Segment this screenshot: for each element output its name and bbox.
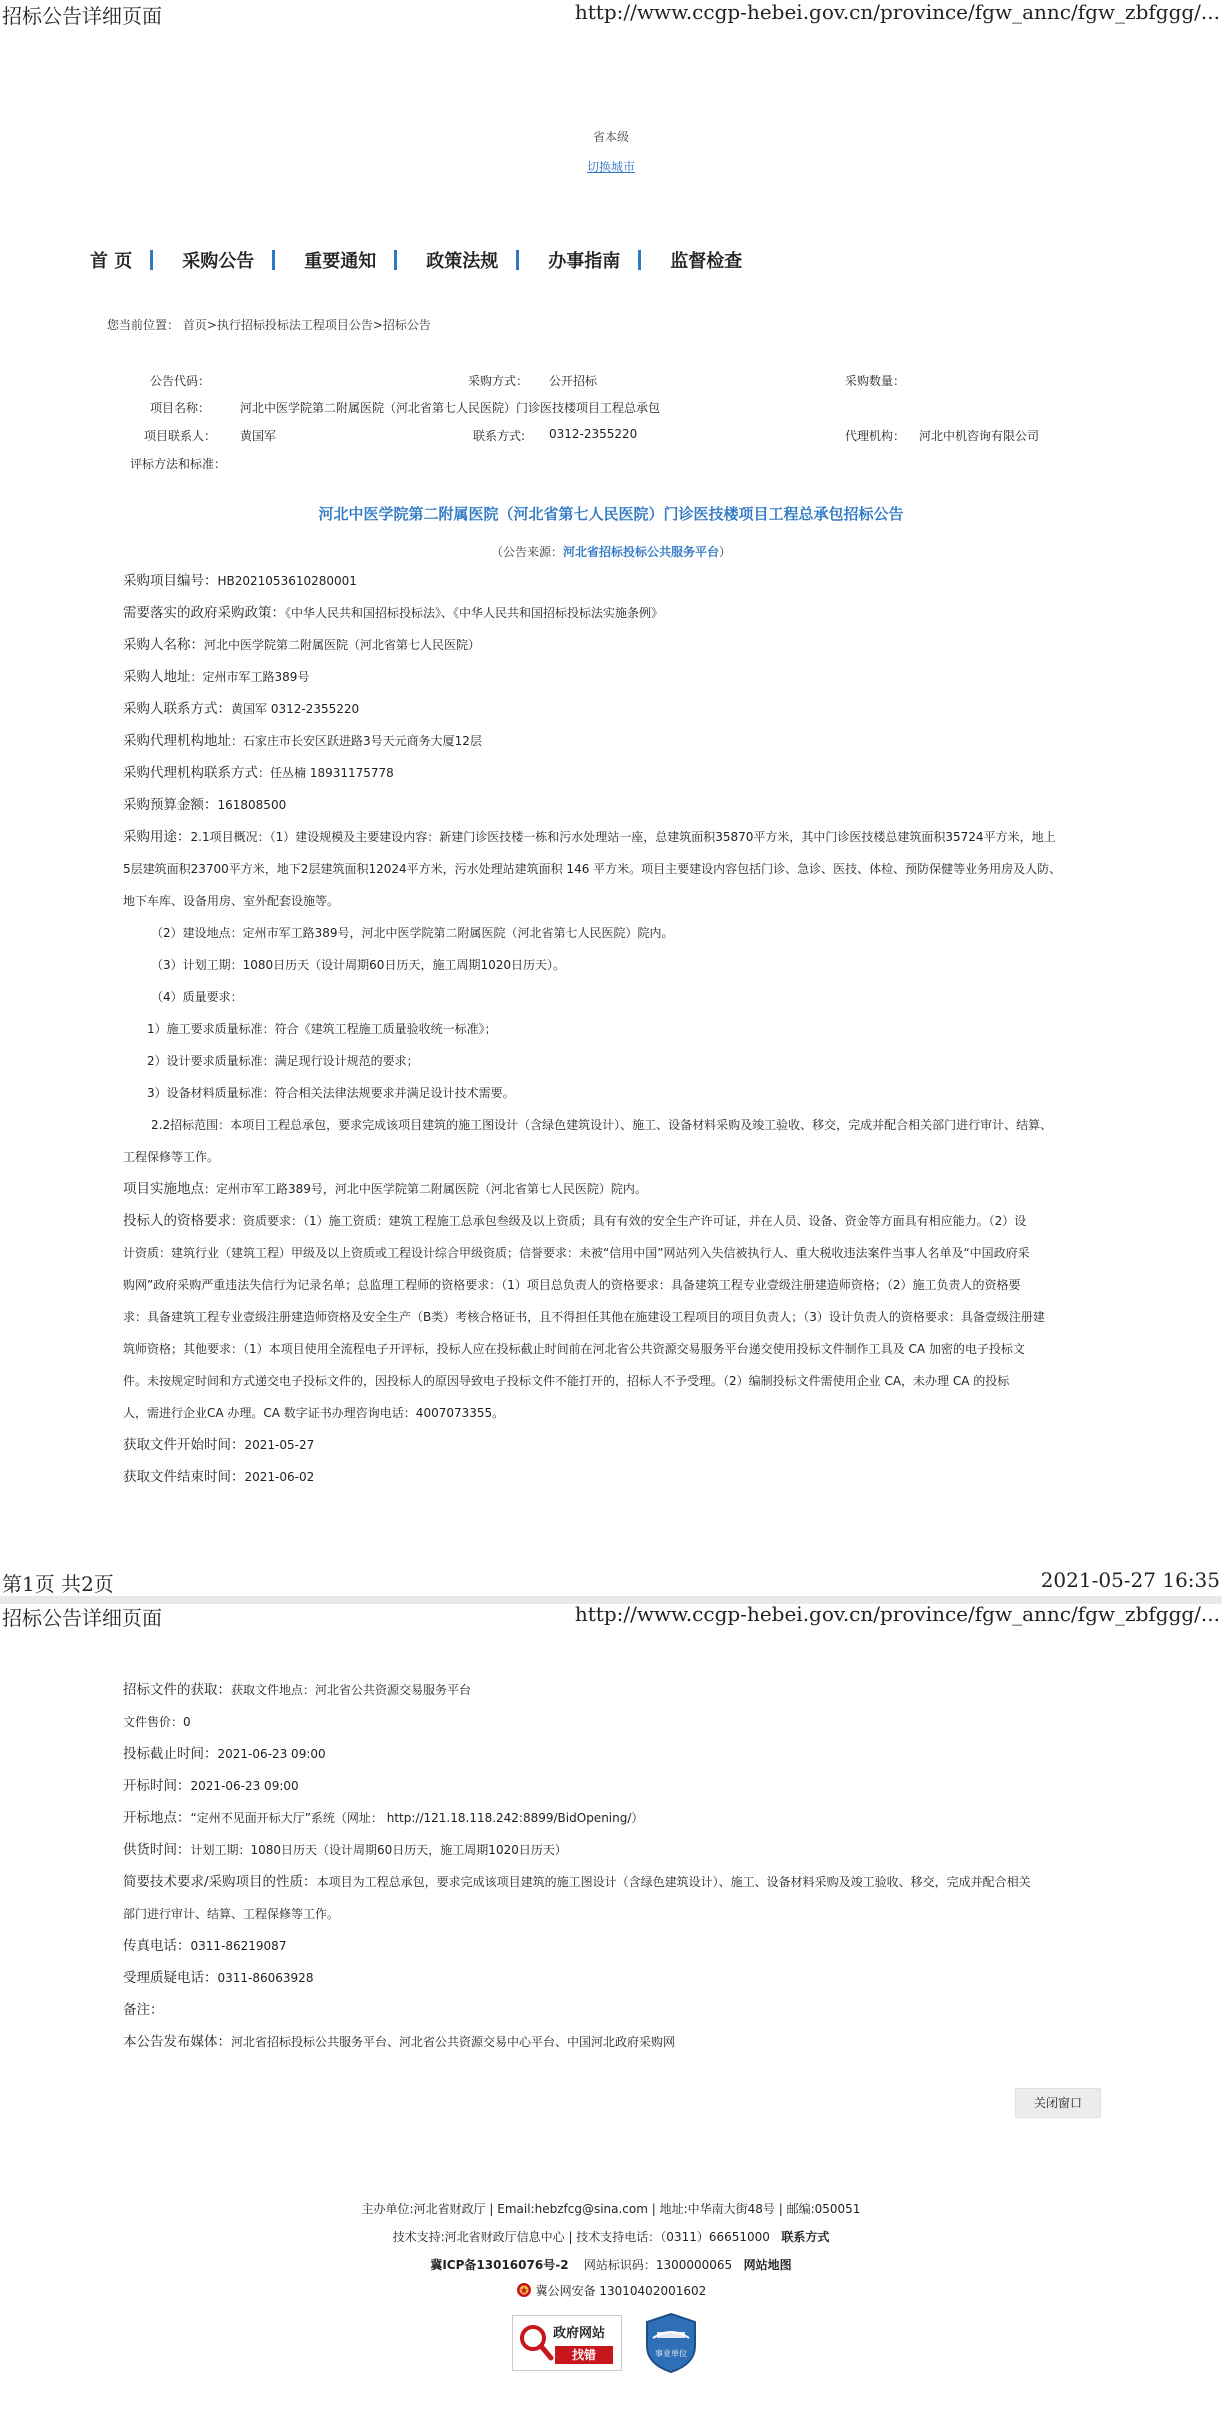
nav-guide[interactable]: 办事指南 bbox=[548, 251, 621, 272]
main-nav bbox=[90, 243, 742, 277]
source-name: 河北省招标投标公共服务平台 bbox=[562, 545, 719, 559]
body-line: 采购人联系方式：黄国军 0312-2355220 bbox=[123, 701, 360, 717]
nav-supervision[interactable]: 监督检查 bbox=[670, 251, 743, 272]
nav-divider bbox=[272, 250, 275, 270]
body-line: 采购预算金额：161808500 bbox=[123, 797, 287, 813]
body-line: 求：具备建筑工程专业壹级注册建造师资格及安全生产（B类）考核合格证书，且不得担任其他在施建设工程项目的项目负责人；（3）设计负责人的资格要求：具备壹级注册建 bbox=[123, 1310, 1045, 1324]
quantity-label: 采购数量： bbox=[845, 374, 906, 388]
nav-home[interactable]: 首 页 bbox=[90, 251, 133, 272]
body-line: （3）计划工期：1080日历天（设计周期60日历天，施工周期1020日历天）。 bbox=[151, 958, 565, 972]
print-header bbox=[0, 1602, 1222, 1628]
contact-value: 黄国军 bbox=[240, 429, 277, 443]
print-datetime: 2021-05-27 16:35 bbox=[1040, 1568, 1220, 1592]
level-label: 省本级 bbox=[592, 130, 629, 144]
footer-line3 bbox=[0, 2256, 1222, 2273]
phone-value: 0312-2355220 bbox=[549, 427, 638, 441]
sitemap-link[interactable]: 网站地图 bbox=[743, 2258, 792, 2272]
body-line: 投标人的资格要求：资质要求：（1）施工资质：建筑工程施工总承包叁级及以上资质；具有有效的安全生产许可证，并在人员、设备、资金等方面具有相应能力。（2）设 bbox=[123, 1213, 1027, 1229]
print-header-url: http://www.ccgp-hebei.gov.cn/province/fgw_annc/fgw_zbfggg/... bbox=[574, 1602, 1220, 1626]
body-line: 部门进行审计、结算、工程保修等工作。 bbox=[123, 1907, 340, 1921]
announcement-source: （公告来源：河北省招标投标公共服务平台） bbox=[490, 545, 732, 559]
contact-link[interactable]: 联系方式 bbox=[781, 2230, 830, 2244]
body-line: 地下车库、设备用房、室外配套设施等。 bbox=[123, 894, 340, 908]
body-line: 2.2招标范围：本项目工程总承包，要求完成该项目建筑的施工图设计（含绿色建筑设计）、施工、设备材料采购及竣工验收、移交，完成并配合相关部门进行审计、结算、 bbox=[151, 1118, 1053, 1132]
body-line: 简要技术要求/采购项目的性质：本项目为工程总承包，要求完成该项目建筑的施工图设计（含绿色建筑设计）、施工、设备材料采购及竣工验收、移交，完成并配合相关 bbox=[123, 1874, 1031, 1890]
icp-number[interactable]: 冀ICP备13016076号-2 bbox=[430, 2258, 569, 2272]
announcement-title: 河北中医学院第二附属医院（河北省第七人民医院）门诊医技楼项目工程总承包招标公告 bbox=[318, 505, 904, 523]
body-line: 工程保修等工作。 bbox=[123, 1150, 220, 1164]
project-label: 项目名称： bbox=[150, 401, 211, 415]
project-value: 河北中医学院第二附属医院（河北省第七人民医院）门诊医技楼项目工程总承包 bbox=[240, 401, 661, 415]
body-line: 受理质疑电话：0311-86063928 bbox=[123, 1970, 314, 1986]
print-page-number: 第1页 共2页 bbox=[2, 1572, 114, 1596]
body-line: 开标地点：“定州不见面开标大厅”系统（网址： http://121.18.118.242:8899/BidOpening/） bbox=[123, 1810, 644, 1826]
body-line: 项目实施地点：定州市军工路389号，河北中医学院第二附属医院（河北省第七人民医院）院内。 bbox=[123, 1181, 647, 1197]
body-line: 购网”政府采购严重违法失信行为记录名单；总监理工程师的资格要求：（1）项目总负责人的资格要求：具备建筑工程专业壹级注册建造师资格；（2）施工负责人的资格要 bbox=[123, 1278, 1021, 1292]
body-line: 3）设备材料质量标准：符合相关法律法规要求并满足设计技术需要。 bbox=[147, 1086, 515, 1100]
print-header-title: 招标公告详细页面 bbox=[2, 4, 162, 28]
footer-line2: 技术支持:河北省财政厅信息中心 | 技术支持电话：（0311）66651000 联系方式 bbox=[392, 2230, 830, 2244]
nav-policies[interactable]: 政策法规 bbox=[426, 251, 499, 272]
nav-divider bbox=[638, 250, 641, 270]
print-header-title: 招标公告详细页面 bbox=[2, 1606, 162, 1630]
gov-site-error-badge[interactable] bbox=[512, 2315, 622, 2371]
institution-label: 事业单位 bbox=[655, 2349, 687, 2358]
police-record[interactable]: 冀公网安备 13010402001602 bbox=[535, 2284, 707, 2298]
body-line: 1）施工要求质量标准：符合《建筑工程施工质量验收统一标准》； bbox=[147, 1022, 497, 1036]
body-line: 采购项目编号：HB2021053610280001 bbox=[123, 573, 357, 589]
print-footer bbox=[0, 1568, 1222, 1594]
announcement-body bbox=[123, 565, 1103, 1493]
body-line: （4）质量要求： bbox=[151, 990, 243, 1004]
switch-city-link[interactable]: 切换城市 bbox=[586, 160, 635, 174]
body-line: 采购人地址：定州市军工路389号 bbox=[123, 669, 310, 685]
nav-divider bbox=[516, 250, 519, 270]
footer-line1: 主办单位:河北省财政厅 | Email:hebzfcg@sina.com | 地址:中华南大街48号 | 邮编:050051 bbox=[361, 2202, 861, 2216]
body-line: 需要落实的政府采购政策：《中华人民共和国招标投标法》、《中华人民共和国招标投标法实施条例》 bbox=[123, 605, 664, 621]
body-line: 传真电话：0311-86219087 bbox=[123, 1938, 287, 1954]
print-header-url: http://www.ccgp-hebei.gov.cn/province/fgw_annc/fgw_zbfggg/... bbox=[574, 0, 1220, 24]
code-label: 公告代码： bbox=[150, 374, 211, 388]
footer-line4 bbox=[0, 2282, 1222, 2299]
body-line: 采购代理机构联系方式：任丛楠 18931175778 bbox=[123, 765, 394, 781]
eval-label: 评标方法和标准： bbox=[130, 457, 227, 471]
method-value: 公开招标 bbox=[549, 374, 598, 388]
public-institution-badge[interactable] bbox=[643, 2312, 699, 2374]
body-line: 开标时间：2021-06-23 09:00 bbox=[123, 1778, 299, 1794]
body-line: 文件售价：0 bbox=[123, 1715, 191, 1729]
body-line: 获取文件开始时间：2021-05-27 bbox=[123, 1437, 315, 1453]
agency-label: 代理机构： bbox=[845, 429, 906, 443]
body-line: 备注： bbox=[123, 2002, 164, 2018]
nav-divider bbox=[150, 250, 153, 270]
body-line: 2）设计要求质量标准：满足现行设计规范的要求； bbox=[147, 1054, 419, 1068]
close-window-button[interactable]: 关闭窗口 bbox=[1015, 2088, 1101, 2118]
badge-action: 找错 bbox=[555, 2346, 613, 2364]
body-line: 筑师资格；其他要求：（1）本项目使用全流程电子开评标，投标人应在投标截止时间前在河北省公共资源交易服务平台递交使用投标文件制作工具及 CA 加密的电子投标文 bbox=[123, 1342, 1025, 1356]
body-line: 5层建筑面积23700平方米，地下2层建筑面积12024平方米，污水处理站建筑面积 146 平方米。项目主要建设内容包括门诊、急诊、医技、体检、预防保健等业务用房及人防、 bbox=[123, 862, 1062, 876]
institution-shield-icon bbox=[643, 2312, 699, 2374]
method-label: 采购方式： bbox=[468, 374, 529, 388]
body-line: 采购人名称：河北中医学院第二附属医院（河北省第七人民医院） bbox=[123, 637, 481, 653]
badge-title: 政府网站 bbox=[553, 2326, 606, 2341]
nav-divider bbox=[394, 250, 397, 270]
body-line: 件。未按规定时间和方式递交电子投标文件的，因投标人的原因导致电子投标文件不能打开的，招标人不予受理。（2）编制投标文件需使用企业 CA，未办理 CA 的投标 bbox=[123, 1374, 1010, 1388]
breadcrumb: 您当前位置： 首页>执行招标投标法工程项目公告>招标公告 bbox=[107, 318, 431, 332]
nav-notices[interactable]: 重要通知 bbox=[304, 251, 377, 272]
announcement-body-continued bbox=[123, 1674, 1103, 2058]
body-line: 供货时间：计划工期：1080日历天（设计周期60日历天，施工周期1020日历天） bbox=[123, 1842, 567, 1858]
contact-label: 项目联系人： bbox=[144, 429, 217, 443]
body-line: 计资质：建筑行业（建筑工程）甲级及以上资质或工程设计综合甲级资质；信誉要求：未被“信用中国”网站列入失信被执行人、重大税收违法案件当事人名单及“中国政府采 bbox=[123, 1246, 1030, 1260]
body-line: （2）建设地点：定州市军工路389号，河北中医学院第二附属医院（河北省第七人民医院）院内。 bbox=[151, 926, 674, 940]
agency-value: 河北中机咨询有限公司 bbox=[919, 429, 1040, 443]
body-line: 采购用途：2.1项目概况：（1）建设规模及主要建设内容：新建门诊医技楼一栋和污水处理站一座，总建筑面积35870平方米，其中门诊医技楼总建筑面积35724平方米，地上 bbox=[123, 829, 1056, 845]
nav-procurement[interactable]: 采购公告 bbox=[182, 251, 255, 272]
body-line: 本公告发布媒体：河北省招标投标公共服务平台、河北省公共资源交易中心平台、中国河北政府采购网 bbox=[123, 2034, 676, 2050]
police-emblem-icon bbox=[516, 2282, 532, 2298]
phone-label: 联系方式: bbox=[473, 429, 526, 443]
body-line: 投标截止时间：2021-06-23 09:00 bbox=[123, 1746, 326, 1762]
print-header bbox=[0, 0, 1222, 26]
body-line: 招标文件的获取：获取文件地点：河北省公共资源交易服务平台 bbox=[123, 1682, 472, 1698]
body-line: 获取文件结束时间：2021-06-02 bbox=[123, 1469, 315, 1485]
body-line: 采购代理机构地址：石家庄市长安区跃进路3号天元商务大厦12层 bbox=[123, 733, 482, 749]
site-code: 网站标识码：1300000065 bbox=[583, 2258, 733, 2272]
body-line: 人，需进行企业CA 办理。CA 数字证书办理咨询电话：4007073355。 bbox=[123, 1406, 505, 1420]
